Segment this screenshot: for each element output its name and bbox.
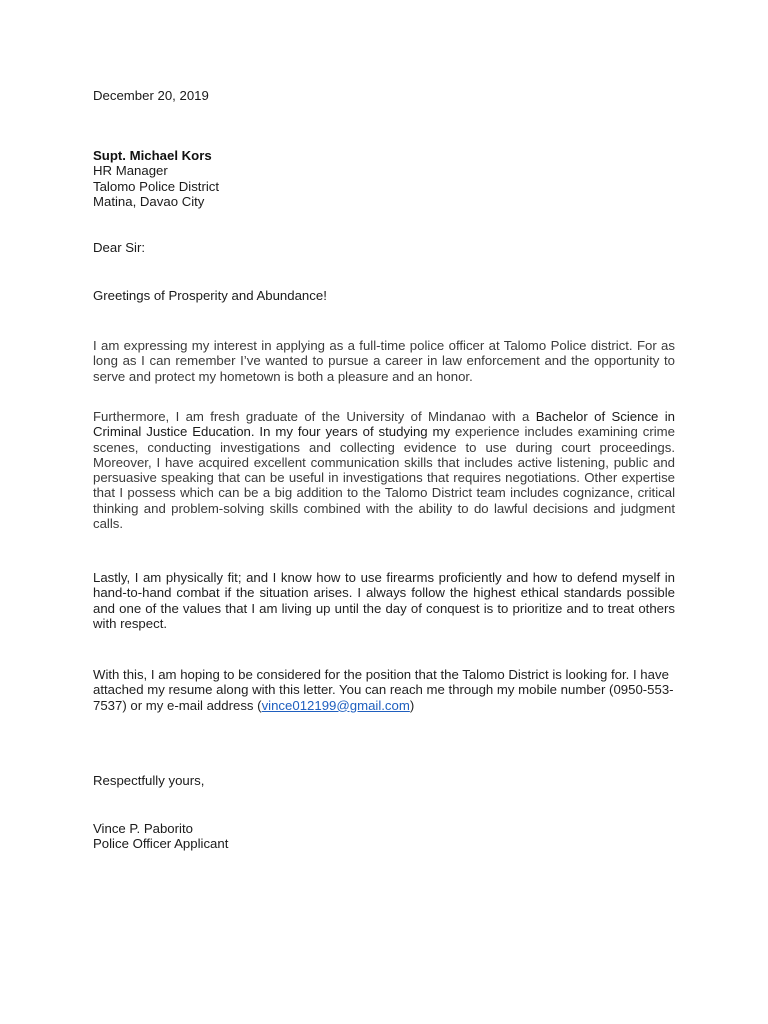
paragraph-contact bbox=[93, 667, 675, 713]
salutation: Dear Sir: bbox=[93, 240, 146, 255]
paragraph-interest: I am expressing my interest in applying as a full-time police officer at Talomo Police district. For as long as I can remember I’ve wanted to pursue a career in law enforcement and the opportunity to serve and protect my hometown is both a pleasure and an honor. bbox=[93, 338, 675, 384]
closing: Respectfully yours, bbox=[93, 773, 205, 788]
recipient-organization: Talomo Police District bbox=[93, 178, 220, 194]
paragraph-education-part3: experience includes examining crime scenes, conducting investigations and collecting evidence to use during court proceedings. Moreover, I have acquired excellent communication skills that includes active listening, public and persuasive speaking that can be useful in investigations that requires negotiations. Other expertise that I possess which can be a big addition to the Talomo District team includes cognizance, critical thinking and problem-solving skills combined with the ability to do lawful decisions and judgment calls. bbox=[93, 424, 675, 532]
recipient-title: HR Manager bbox=[93, 163, 168, 179]
paragraph-education-part1: Furthermore, I am fresh graduate of the University of Mindanao with a bbox=[93, 409, 536, 424]
signature-name: Vince P. Paborito bbox=[93, 821, 193, 836]
signature-block bbox=[93, 821, 675, 852]
recipient-name: Supt. Michael Kors bbox=[93, 148, 212, 163]
paragraph-contact-close: ) bbox=[409, 697, 415, 713]
paragraph-education bbox=[93, 409, 675, 531]
recipient-block bbox=[93, 148, 675, 209]
email-link[interactable]: vince012199@gmail.com bbox=[261, 697, 410, 713]
paragraph-contact-text: With this, I am hoping to be considered for the position that the Talomo District is looking for. I have attached my resume along with this letter. You can reach me through my mobile number (0950-553-7537) or my e-mail address ( bbox=[93, 667, 674, 713]
letter-date: December 20, 2019 bbox=[93, 88, 209, 103]
greeting: Greetings of Prosperity and Abundance! bbox=[93, 288, 327, 303]
paragraph-education-degree: Bachelor of Science in Criminal Justice Education. In my four years of studying my bbox=[93, 409, 675, 440]
signature-title: Police Officer Applicant bbox=[93, 836, 229, 852]
paragraph-fitness: Lastly, I am physically fit; and I know how to use firearms proficiently and how to defend myself in hand-to-hand combat if the situation arises. I always follow the highest ethical standards possible and one of the values that I am living up until the day of conquest is to prioritize and to treat others with respect. bbox=[93, 570, 675, 631]
recipient-address: Matina, Davao City bbox=[93, 193, 205, 209]
